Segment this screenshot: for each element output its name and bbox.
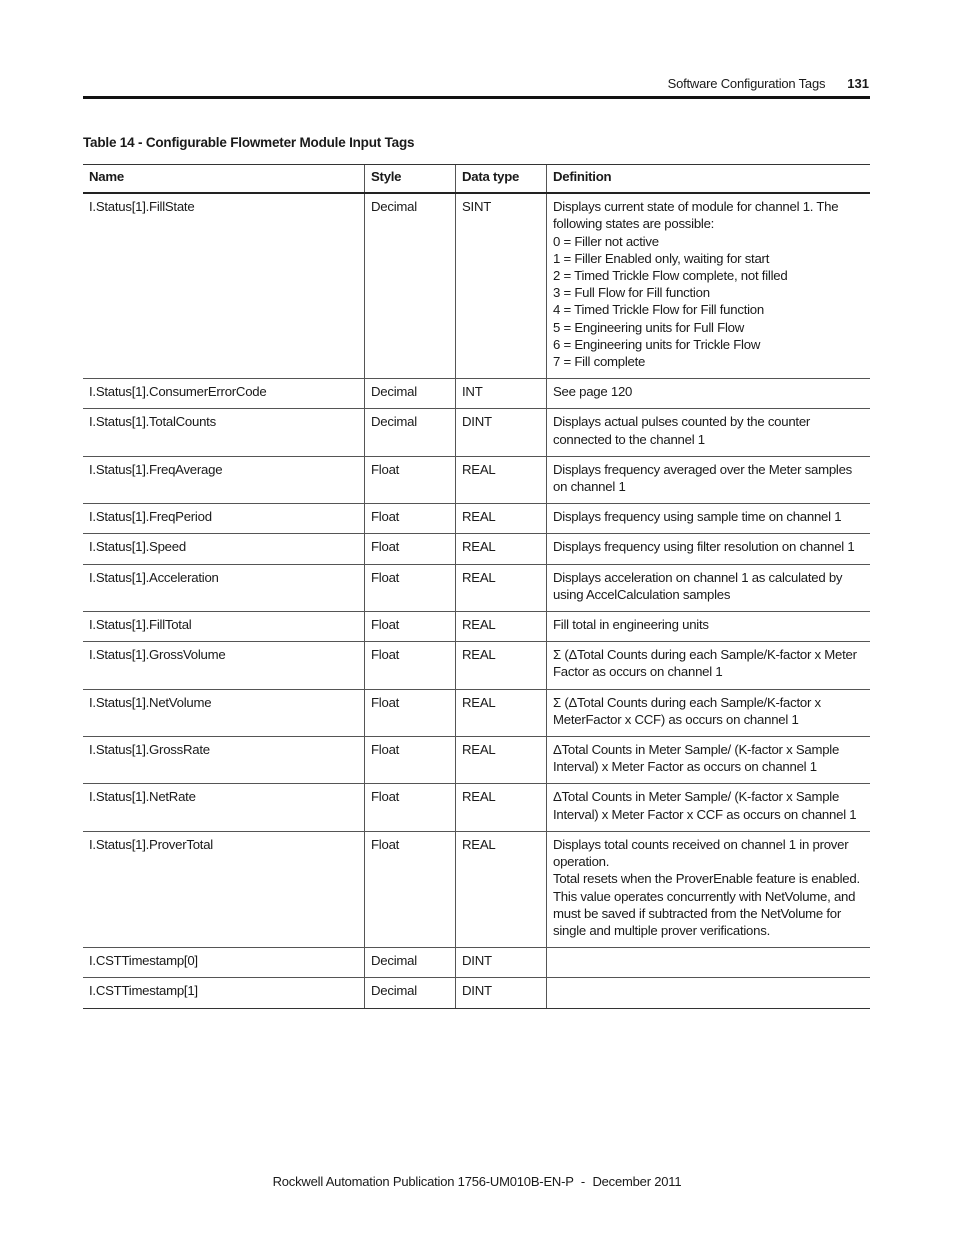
column-header-name: Name [83, 165, 365, 194]
definition-line: Interval) x Meter Factor x CCF as occurs on channel 1 [553, 806, 857, 822]
table-caption: Table 14 - Configurable Flowmeter Module Input Tags [83, 135, 415, 150]
table-row [83, 642, 870, 689]
tag-style-cell: Float [365, 534, 456, 564]
table-row [83, 784, 870, 831]
tag-style-cell: Float [365, 642, 456, 689]
definition-line: Displays acceleration on channel 1 as calculated by [553, 569, 843, 585]
tag-style-cell: Decimal [365, 978, 456, 1008]
tag-data-type-cell: SINT [456, 193, 547, 379]
tag-definition-cell [547, 612, 871, 642]
column-header-definition: Definition [547, 165, 871, 194]
header-rule [83, 96, 870, 99]
tag-definition-cell [547, 737, 871, 784]
tag-style-cell: Float [365, 456, 456, 503]
tag-definition-cell [547, 456, 871, 503]
definition-line: using AccelCalculation samples [553, 586, 731, 602]
tag-definition-cell [547, 978, 871, 1008]
table-row [83, 504, 870, 534]
tag-data-type-cell: REAL [456, 784, 547, 831]
column-header-style: Style [365, 165, 456, 194]
tag-name-cell: I.Status[1].FreqAverage [83, 456, 365, 503]
tag-data-type-cell: REAL [456, 564, 547, 611]
tag-data-type-cell: DINT [456, 978, 547, 1008]
tag-name-cell: I.Status[1].Acceleration [83, 564, 365, 611]
tag-data-type-cell: REAL [456, 504, 547, 534]
tag-data-type-cell: REAL [456, 456, 547, 503]
section-title: Software Configuration Tags [667, 75, 826, 91]
tag-definition-cell [547, 193, 871, 379]
tag-definition-cell [547, 948, 871, 978]
definition-line: Displays frequency using filter resolution on channel 1 [553, 539, 855, 555]
page-footer [0, 1174, 954, 1189]
tag-style-cell: Decimal [365, 409, 456, 456]
definition-line: See page 120 [553, 384, 633, 400]
definition-line: ΔTotal Counts in Meter Sample/ (K-factor x Sample [553, 789, 840, 805]
input-tags-table [83, 164, 870, 1009]
tag-style-cell: Decimal [365, 948, 456, 978]
definition-line: 7 = Fill complete [553, 354, 646, 370]
tag-style-cell: Decimal [365, 379, 456, 409]
tag-style-cell: Float [365, 504, 456, 534]
table-row [83, 831, 870, 947]
definition-line: must be saved if subtracted from the NetVolume for [553, 905, 842, 921]
definition-line: 5 = Engineering units for Full Flow [553, 319, 744, 335]
tag-name-cell: I.Status[1].FillTotal [83, 612, 365, 642]
tag-definition-cell [547, 379, 871, 409]
tag-name-cell: I.Status[1].Speed [83, 534, 365, 564]
definition-line: Interval) x Meter Factor as occurs on channel 1 [553, 759, 817, 775]
running-header [83, 72, 869, 94]
table-row [83, 456, 870, 503]
definition-line: 1 = Filler Enabled only, waiting for start [553, 250, 770, 266]
definition-line: Displays current state of module for channel 1. The [553, 199, 839, 215]
tag-data-type-cell: REAL [456, 737, 547, 784]
tag-style-cell: Float [365, 689, 456, 736]
table-header-row [83, 165, 870, 194]
tag-name-cell: I.CSTTimestamp[1] [83, 978, 365, 1008]
tag-style-cell: Float [365, 831, 456, 947]
table-row [83, 612, 870, 642]
tag-definition-cell [547, 831, 871, 947]
tag-style-cell: Float [365, 564, 456, 611]
definition-line: operation. [553, 854, 610, 870]
tag-data-type-cell: REAL [456, 831, 547, 947]
definition-line: Displays actual pulses counted by the counter [553, 414, 811, 430]
tag-data-type-cell: DINT [456, 409, 547, 456]
definition-line: following states are possible: [553, 216, 715, 232]
tag-definition-cell [547, 504, 871, 534]
definition-line: Σ (ΔTotal Counts during each Sample/K-factor x Meter [553, 647, 857, 663]
table-row [83, 948, 870, 978]
tag-name-cell: I.Status[1].FillState [83, 193, 365, 379]
tag-definition-cell [547, 689, 871, 736]
table-row [83, 978, 870, 1008]
tag-style-cell: Float [365, 612, 456, 642]
table-row [83, 564, 870, 611]
footer-publication: Rockwell Automation Publication 1756-UM010B-EN-P [272, 1174, 574, 1189]
tag-name-cell: I.Status[1].GrossVolume [83, 642, 365, 689]
tag-data-type-cell: REAL [456, 642, 547, 689]
tag-data-type-cell: REAL [456, 534, 547, 564]
table-row [83, 689, 870, 736]
definition-line: 4 = Timed Trickle Flow for Fill function [553, 302, 764, 318]
tag-data-type-cell: REAL [456, 612, 547, 642]
table-row [83, 737, 870, 784]
definition-line: Total resets when the ProverEnable feature is enabled. [553, 871, 860, 887]
tag-definition-cell [547, 534, 871, 564]
tag-name-cell: I.Status[1].GrossRate [83, 737, 365, 784]
tag-name-cell: I.Status[1].NetVolume [83, 689, 365, 736]
definition-line: This value operates concurrently with NetVolume, and [553, 888, 856, 904]
table-row [83, 193, 870, 379]
tag-name-cell: I.Status[1].ProverTotal [83, 831, 365, 947]
tag-style-cell: Decimal [365, 193, 456, 379]
tag-data-type-cell: REAL [456, 689, 547, 736]
tag-definition-cell [547, 784, 871, 831]
column-header-data-type: Data type [456, 165, 547, 194]
definition-line: Displays frequency using sample time on channel 1 [553, 509, 842, 525]
tag-style-cell: Float [365, 784, 456, 831]
tag-name-cell: I.CSTTimestamp[0] [83, 948, 365, 978]
table-row [83, 409, 870, 456]
definition-line: 6 = Engineering units for Trickle Flow [553, 336, 761, 352]
definition-line: Factor as occurs on channel 1 [553, 664, 723, 680]
definition-line: ΔTotal Counts in Meter Sample/ (K-factor x Sample [553, 742, 840, 758]
tag-name-cell: I.Status[1].TotalCounts [83, 409, 365, 456]
table-body [83, 193, 870, 1008]
tag-name-cell: I.Status[1].ConsumerErrorCode [83, 379, 365, 409]
page-number: 131 [847, 75, 869, 91]
definition-line: Σ (ΔTotal Counts during each Sample/K-factor x [553, 694, 821, 710]
definition-line: on channel 1 [553, 479, 626, 495]
tag-data-type-cell: INT [456, 379, 547, 409]
footer-date: December 2011 [592, 1174, 682, 1189]
definition-line: Fill total in engineering units [553, 617, 709, 633]
footer-separator: - [580, 1174, 586, 1189]
tag-definition-cell [547, 564, 871, 611]
definition-line: 2 = Timed Trickle Flow complete, not filled [553, 268, 788, 284]
definition-line: 0 = Filler not active [553, 233, 659, 249]
table-row [83, 379, 870, 409]
tag-data-type-cell: DINT [456, 948, 547, 978]
tag-style-cell: Float [365, 737, 456, 784]
tag-name-cell: I.Status[1].FreqPeriod [83, 504, 365, 534]
tag-definition-cell [547, 642, 871, 689]
tag-name-cell: I.Status[1].NetRate [83, 784, 365, 831]
tag-definition-cell [547, 409, 871, 456]
definition-line: single and multiple prover verifications. [553, 922, 770, 938]
definition-line: MeterFactor x CCF) as occurs on channel 1 [553, 711, 799, 727]
definition-line: 3 = Full Flow for Fill function [553, 285, 710, 301]
definition-line: Displays total counts received on channel 1 in prover [553, 836, 849, 852]
definition-line: connected to the channel 1 [553, 431, 705, 447]
table-row [83, 534, 870, 564]
definition-line: Displays frequency averaged over the Meter samples [553, 461, 853, 477]
